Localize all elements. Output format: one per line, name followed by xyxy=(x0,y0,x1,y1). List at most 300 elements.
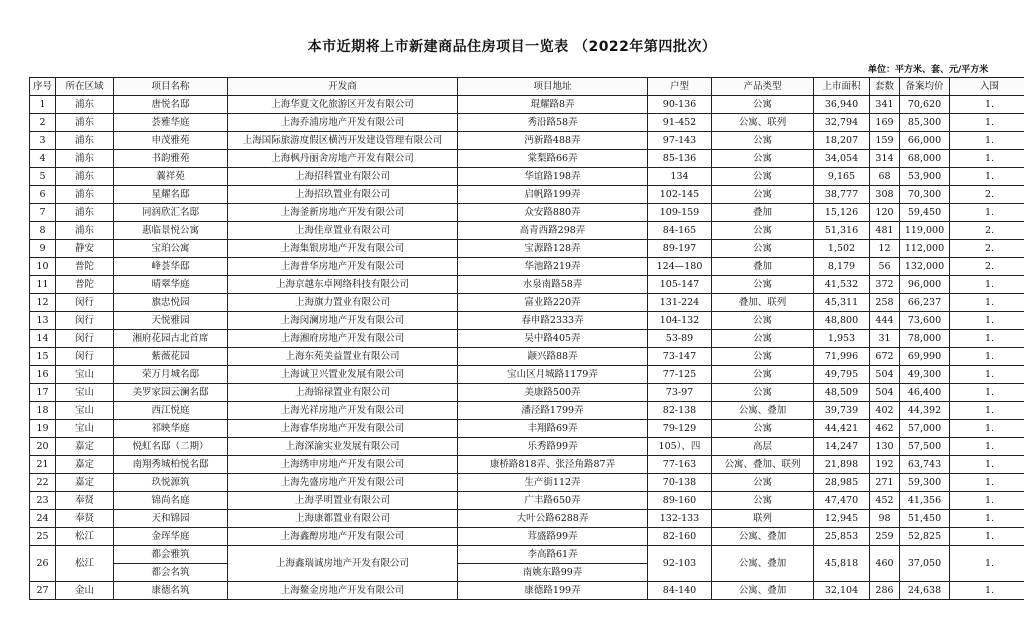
cell-address: 宝山区月城路1179弄 xyxy=(458,366,648,384)
cell-district: 闵行 xyxy=(56,312,114,330)
cell-product-type: 公寓 xyxy=(712,132,814,150)
cell-no: 17 xyxy=(30,384,56,402)
cell-no: 1 xyxy=(30,96,56,114)
cell-price: 57,000 xyxy=(900,420,950,438)
cell-unit-type: 85-136 xyxy=(648,150,712,168)
cell-extra: 1. xyxy=(950,438,1024,456)
table-row xyxy=(30,420,1024,438)
cell-extra: 1. xyxy=(950,474,1024,492)
cell-address: 南姚东路99弄 xyxy=(458,564,648,582)
cell-unit-type: 89-197 xyxy=(648,240,712,258)
table-row xyxy=(30,276,1024,294)
table-row xyxy=(30,582,1024,600)
cell-count: 12 xyxy=(870,240,900,258)
cell-extra: 1. xyxy=(950,312,1024,330)
cell-district: 奉贤 xyxy=(56,510,114,528)
cell-count: 31 xyxy=(870,330,900,348)
cell-extra: 1. xyxy=(950,366,1024,384)
cell-address: 华谊路198弄 xyxy=(458,168,648,186)
cell-no: 22 xyxy=(30,474,56,492)
cell-developer: 上海鳌金房地产开发有限公司 xyxy=(228,582,458,600)
cell-address: 琨耀路8弄 xyxy=(458,96,648,114)
cell-no: 11 xyxy=(30,276,56,294)
cell-no: 3 xyxy=(30,132,56,150)
cell-area: 18,207 xyxy=(814,132,870,150)
cell-unit-type: 82-138 xyxy=(648,402,712,420)
cell-extra: 1. xyxy=(950,150,1024,168)
cell-district: 宝山 xyxy=(56,366,114,384)
table-row xyxy=(30,312,1024,330)
cell-count: 481 xyxy=(870,222,900,240)
header-no: 序号 xyxy=(30,78,56,96)
cell-no: 8 xyxy=(30,222,56,240)
cell-product-type: 公寓 xyxy=(712,96,814,114)
cell-unit-type: 73-147 xyxy=(648,348,712,366)
cell-count: 56 xyxy=(870,258,900,276)
cell-count: 452 xyxy=(870,492,900,510)
cell-developer: 上海华夏文化旅游区开发有限公司 xyxy=(228,96,458,114)
cell-extra: 1. xyxy=(950,330,1024,348)
cell-project-name: 星耀名邸 xyxy=(114,186,228,204)
cell-count: 462 xyxy=(870,420,900,438)
cell-extra: 2. xyxy=(950,222,1024,240)
cell-unit-type: 90-136 xyxy=(648,96,712,114)
cell-developer: 上海诚卫兴置业发展有限公司 xyxy=(228,366,458,384)
header-developer: 开发商 xyxy=(228,78,458,96)
table-row xyxy=(30,384,1024,402)
cell-product-type: 公寓、叠加、联列 xyxy=(712,456,814,474)
cell-price: 85,300 xyxy=(900,114,950,132)
cell-project-name: 惠临景悦公寓 xyxy=(114,222,228,240)
cell-address: 生产街112弄 xyxy=(458,474,648,492)
cell-count: 314 xyxy=(870,150,900,168)
cell-district: 闵行 xyxy=(56,348,114,366)
housing-project-table xyxy=(29,77,1024,600)
header-count: 套数 xyxy=(870,78,900,96)
cell-unit-type: 92-103 xyxy=(648,546,712,582)
cell-unit-type: 70-138 xyxy=(648,474,712,492)
cell-area: 15,126 xyxy=(814,204,870,222)
table-row xyxy=(30,240,1024,258)
header-price: 备案均价 xyxy=(900,78,950,96)
cell-project-name: 旗忠悦园 xyxy=(114,294,228,312)
cell-price: 44,392 xyxy=(900,402,950,420)
cell-price: 24,638 xyxy=(900,582,950,600)
cell-district: 闵行 xyxy=(56,294,114,312)
cell-product-type: 公寓 xyxy=(712,276,814,294)
cell-no: 7 xyxy=(30,204,56,222)
cell-product-type: 公寓 xyxy=(712,168,814,186)
cell-extra: 1. xyxy=(950,204,1024,222)
cell-no: 27 xyxy=(30,582,56,600)
cell-developer: 上海招科置业有限公司 xyxy=(228,168,458,186)
cell-price: 68,000 xyxy=(900,150,950,168)
cell-extra: 1. xyxy=(950,132,1024,150)
cell-project-name: 蘘祥苑 xyxy=(114,168,228,186)
cell-project-name: 南翔秀城柏悦名邸 xyxy=(114,456,228,474)
cell-district: 浦东 xyxy=(56,222,114,240)
table-row xyxy=(30,366,1024,384)
cell-district: 浦东 xyxy=(56,96,114,114)
cell-developer: 上海普华房地产开发有限公司 xyxy=(228,258,458,276)
cell-price: 69,990 xyxy=(900,348,950,366)
cell-district: 松江 xyxy=(56,546,114,582)
cell-district: 宝山 xyxy=(56,420,114,438)
table-row xyxy=(30,168,1024,186)
cell-price: 70,620 xyxy=(900,96,950,114)
header-area: 上市面积 xyxy=(814,78,870,96)
cell-address: 康桥路818弄、张泾角路87弄 xyxy=(458,456,648,474)
cell-count: 271 xyxy=(870,474,900,492)
cell-project-name: 金珲华庭 xyxy=(114,528,228,546)
cell-district: 嘉定 xyxy=(56,438,114,456)
cell-project-name: 悦虹名邸（二期） xyxy=(114,438,228,456)
cell-extra: 2. xyxy=(950,258,1024,276)
cell-product-type: 叠加、联列 xyxy=(712,294,814,312)
cell-address: 大叶公路6288弄 xyxy=(458,510,648,528)
cell-count: 286 xyxy=(870,582,900,600)
cell-count: 672 xyxy=(870,348,900,366)
cell-developer: 上海睿华房地产开发有限公司 xyxy=(228,420,458,438)
cell-extra: 1. xyxy=(950,546,1024,582)
cell-unit-type: 124—180 xyxy=(648,258,712,276)
cell-district: 嘉定 xyxy=(56,474,114,492)
cell-price: 70,300 xyxy=(900,186,950,204)
cell-area: 71,996 xyxy=(814,348,870,366)
cell-unit-type: 82-160 xyxy=(648,528,712,546)
cell-no: 12 xyxy=(30,294,56,312)
cell-no: 19 xyxy=(30,420,56,438)
cell-count: 444 xyxy=(870,312,900,330)
cell-count: 259 xyxy=(870,528,900,546)
cell-unit-type: 79-129 xyxy=(648,420,712,438)
table-row xyxy=(30,114,1024,132)
cell-count: 341 xyxy=(870,96,900,114)
cell-count: 504 xyxy=(870,384,900,402)
cell-developer: 上海绣申房地产开发有限公司 xyxy=(228,456,458,474)
cell-district: 宝山 xyxy=(56,402,114,420)
cell-developer: 上海深渝实业发展有限公司 xyxy=(228,438,458,456)
cell-extra: 1. xyxy=(950,384,1024,402)
cell-price: 96,000 xyxy=(900,276,950,294)
cell-area: 32,794 xyxy=(814,114,870,132)
cell-project-name: 天和锦园 xyxy=(114,510,228,528)
cell-unit-type: 84-165 xyxy=(648,222,712,240)
cell-unit-type: 105）、四 xyxy=(648,438,712,456)
cell-area: 32,104 xyxy=(814,582,870,600)
cell-no: 2 xyxy=(30,114,56,132)
cell-address: 宝源路128弄 xyxy=(458,240,648,258)
cell-product-type: 公寓 xyxy=(712,384,814,402)
cell-developer: 上海旗力置业有限公司 xyxy=(228,294,458,312)
cell-address: 丰翔路69弄 xyxy=(458,420,648,438)
cell-address: 春申路2333弄 xyxy=(458,312,648,330)
cell-count: 159 xyxy=(870,132,900,150)
cell-project-name: 康德名筑 xyxy=(114,582,228,600)
cell-unit-type: 109-159 xyxy=(648,204,712,222)
cell-area: 47,470 xyxy=(814,492,870,510)
cell-price: 132,000 xyxy=(900,258,950,276)
cell-count: 308 xyxy=(870,186,900,204)
cell-no: 23 xyxy=(30,492,56,510)
cell-extra: 1. xyxy=(950,294,1024,312)
cell-project-name: 荟雅华庭 xyxy=(114,114,228,132)
cell-developer: 上海国际旅游度假区横沔开发建设管理有限公司 xyxy=(228,132,458,150)
cell-district: 宝山 xyxy=(56,384,114,402)
cell-area: 39,739 xyxy=(814,402,870,420)
header-project-name: 项目名称 xyxy=(114,78,228,96)
cell-developer: 上海康都置业有限公司 xyxy=(228,510,458,528)
cell-address: 康德路199弄 xyxy=(458,582,648,600)
table-row xyxy=(30,456,1024,474)
cell-project-name: 晴翠华庭 xyxy=(114,276,228,294)
cell-unit-type: 134 xyxy=(648,168,712,186)
cell-price: 51,450 xyxy=(900,510,950,528)
cell-developer: 上海釜新房地产开发有限公司 xyxy=(228,204,458,222)
cell-count: 504 xyxy=(870,366,900,384)
cell-no: 14 xyxy=(30,330,56,348)
cell-address: 美康路500弄 xyxy=(458,384,648,402)
cell-unit-type: 104-132 xyxy=(648,312,712,330)
cell-developer: 上海先盛房地产开发有限公司 xyxy=(228,474,458,492)
cell-developer: 上海湘府房地产开发有限公司 xyxy=(228,330,458,348)
cell-unit-type: 73-97 xyxy=(648,384,712,402)
cell-no: 20 xyxy=(30,438,56,456)
cell-price: 73,600 xyxy=(900,312,950,330)
cell-area: 36,940 xyxy=(814,96,870,114)
cell-count: 460 xyxy=(870,546,900,582)
cell-count: 169 xyxy=(870,114,900,132)
cell-extra: 1. xyxy=(950,582,1024,600)
table-row xyxy=(30,222,1024,240)
table-row xyxy=(30,474,1024,492)
cell-price: 41,356 xyxy=(900,492,950,510)
cell-product-type: 公寓 xyxy=(712,348,814,366)
cell-extra: 1. xyxy=(950,114,1024,132)
cell-count: 130 xyxy=(870,438,900,456)
cell-address: 茸盛路99弄 xyxy=(458,528,648,546)
cell-project-name: 祁映华庭 xyxy=(114,420,228,438)
cell-product-type: 高层 xyxy=(712,438,814,456)
cell-project-name: 都会名筑 xyxy=(114,564,228,582)
cell-count: 120 xyxy=(870,204,900,222)
cell-district: 浦东 xyxy=(56,114,114,132)
cell-project-name: 都会雅筑 xyxy=(114,546,228,564)
cell-price: 59,450 xyxy=(900,204,950,222)
cell-count: 402 xyxy=(870,402,900,420)
cell-developer: 上海京越东卓网络科技有限公司 xyxy=(228,276,458,294)
cell-project-name: 锦尚名庭 xyxy=(114,492,228,510)
header-district: 所在区域 xyxy=(56,78,114,96)
cell-extra: 1. xyxy=(950,276,1024,294)
cell-area: 41,532 xyxy=(814,276,870,294)
cell-product-type: 公寓、叠加 xyxy=(712,402,814,420)
cell-no: 6 xyxy=(30,186,56,204)
cell-no: 10 xyxy=(30,258,56,276)
units-note: 单位：平方米、套、元/平方米 xyxy=(868,65,989,75)
cell-address: 棠梨路66弄 xyxy=(458,150,648,168)
cell-area: 9,165 xyxy=(814,168,870,186)
cell-area: 48,800 xyxy=(814,312,870,330)
cell-product-type: 公寓 xyxy=(712,330,814,348)
cell-district: 闵行 xyxy=(56,330,114,348)
cell-no: 25 xyxy=(30,528,56,546)
cell-district: 浦东 xyxy=(56,132,114,150)
cell-area: 21,898 xyxy=(814,456,870,474)
cell-area: 44,421 xyxy=(814,420,870,438)
cell-price: 66,000 xyxy=(900,132,950,150)
cell-project-name: 美罗家园云澜名邸 xyxy=(114,384,228,402)
cell-product-type: 公寓 xyxy=(712,240,814,258)
cell-address: 富业路220弄 xyxy=(458,294,648,312)
table-row xyxy=(30,492,1024,510)
cell-product-type: 公寓、叠加 xyxy=(712,528,814,546)
cell-product-type: 公寓 xyxy=(712,222,814,240)
cell-district: 嘉定 xyxy=(56,456,114,474)
cell-address: 吴中路405弄 xyxy=(458,330,648,348)
cell-unit-type: 131-224 xyxy=(648,294,712,312)
cell-extra: 1. xyxy=(950,492,1024,510)
cell-area: 1,502 xyxy=(814,240,870,258)
cell-no: 13 xyxy=(30,312,56,330)
cell-price: 119,000 xyxy=(900,222,950,240)
cell-area: 8,179 xyxy=(814,258,870,276)
cell-district: 静安 xyxy=(56,240,114,258)
cell-price: 37,050 xyxy=(900,546,950,582)
cell-price: 53,900 xyxy=(900,168,950,186)
cell-count: 258 xyxy=(870,294,900,312)
cell-product-type: 公寓 xyxy=(712,150,814,168)
cell-address: 沔新路488弄 xyxy=(458,132,648,150)
cell-project-name: 峰荟华邸 xyxy=(114,258,228,276)
cell-price: 66,237 xyxy=(900,294,950,312)
cell-district: 奉贤 xyxy=(56,492,114,510)
cell-product-type: 公寓、叠加 xyxy=(712,546,814,582)
table-row xyxy=(30,510,1024,528)
cell-district: 普陀 xyxy=(56,258,114,276)
cell-count: 372 xyxy=(870,276,900,294)
cell-address: 秀沿路58弄 xyxy=(458,114,648,132)
cell-unit-type: 53-89 xyxy=(648,330,712,348)
cell-no: 26 xyxy=(30,546,56,582)
cell-extra: 1. xyxy=(950,528,1024,546)
cell-address: 颛兴路88弄 xyxy=(458,348,648,366)
cell-area: 48,509 xyxy=(814,384,870,402)
header-unit-type: 户型 xyxy=(648,78,712,96)
cell-extra: 1. xyxy=(950,96,1024,114)
cell-district: 松江 xyxy=(56,528,114,546)
table-row xyxy=(30,186,1024,204)
table-row xyxy=(30,348,1024,366)
cell-developer: 上海闵澜房地产开发有限公司 xyxy=(228,312,458,330)
cell-project-name: 西江悦庭 xyxy=(114,402,228,420)
cell-price: 63,743 xyxy=(900,456,950,474)
cell-project-name: 申茂雅苑 xyxy=(114,132,228,150)
cell-developer: 上海锦禄置业有限公司 xyxy=(228,384,458,402)
cell-product-type: 公寓 xyxy=(712,366,814,384)
header-address: 项目地址 xyxy=(458,78,648,96)
cell-product-type: 公寓 xyxy=(712,492,814,510)
cell-no: 21 xyxy=(30,456,56,474)
cell-unit-type: 89-160 xyxy=(648,492,712,510)
table-row xyxy=(30,330,1024,348)
cell-area: 12,945 xyxy=(814,510,870,528)
cell-area: 34,054 xyxy=(814,150,870,168)
cell-unit-type: 77-163 xyxy=(648,456,712,474)
cell-district: 浦东 xyxy=(56,150,114,168)
cell-developer: 上海集银房地产开发有限公司 xyxy=(228,240,458,258)
cell-developer: 上海招玖置业有限公司 xyxy=(228,186,458,204)
table-row xyxy=(30,96,1024,114)
cell-developer: 上海孚明置业有限公司 xyxy=(228,492,458,510)
cell-price: 46,400 xyxy=(900,384,950,402)
cell-unit-type: 91-452 xyxy=(648,114,712,132)
cell-no: 9 xyxy=(30,240,56,258)
cell-extra: 1. xyxy=(950,420,1024,438)
table-row xyxy=(30,294,1024,312)
cell-extra: 1. xyxy=(950,348,1024,366)
cell-extra: 1. xyxy=(950,402,1024,420)
cell-area: 28,985 xyxy=(814,474,870,492)
cell-price: 59,300 xyxy=(900,474,950,492)
header-extra: 入围 xyxy=(950,78,1024,96)
cell-no: 24 xyxy=(30,510,56,528)
cell-product-type: 联列 xyxy=(712,510,814,528)
cell-price: 49,300 xyxy=(900,366,950,384)
cell-area: 38,777 xyxy=(814,186,870,204)
cell-developer: 上海枫丹丽舍房地产开发有限公司 xyxy=(228,150,458,168)
cell-unit-type: 102-145 xyxy=(648,186,712,204)
cell-no: 18 xyxy=(30,402,56,420)
table-row xyxy=(30,402,1024,420)
cell-product-type: 公寓、联列 xyxy=(712,114,814,132)
cell-product-type: 公寓 xyxy=(712,420,814,438)
cell-extra: 1. xyxy=(950,456,1024,474)
cell-developer: 上海东苑美益置业有限公司 xyxy=(228,348,458,366)
cell-area: 1,953 xyxy=(814,330,870,348)
table-row xyxy=(30,132,1024,150)
cell-area: 51,316 xyxy=(814,222,870,240)
cell-project-name: 紫薇花园 xyxy=(114,348,228,366)
page-title: 本市近期将上市新建商品住房项目一览表 （2022年第四批次） xyxy=(307,39,717,55)
cell-price: 57,500 xyxy=(900,438,950,456)
table-row xyxy=(30,438,1024,456)
cell-developer: 上海鑫醇房地产开发有限公司 xyxy=(228,528,458,546)
cell-address: 水泉南路58弄 xyxy=(458,276,648,294)
cell-area: 14,247 xyxy=(814,438,870,456)
header-product-type: 产品类型 xyxy=(712,78,814,96)
cell-product-type: 叠加 xyxy=(712,258,814,276)
cell-count: 98 xyxy=(870,510,900,528)
cell-no: 15 xyxy=(30,348,56,366)
cell-unit-type: 97-143 xyxy=(648,132,712,150)
cell-project-name: 同润欣汇名邸 xyxy=(114,204,228,222)
table-row xyxy=(30,546,1024,564)
cell-count: 192 xyxy=(870,456,900,474)
cell-address: 李高路61弄 xyxy=(458,546,648,564)
cell-area: 25,853 xyxy=(814,528,870,546)
cell-price: 112,000 xyxy=(900,240,950,258)
cell-address: 高青西路298弄 xyxy=(458,222,648,240)
cell-unit-type: 84-140 xyxy=(648,582,712,600)
cell-address: 广丰路650弄 xyxy=(458,492,648,510)
cell-project-name: 唐悦名邸 xyxy=(114,96,228,114)
cell-address: 乐秀路99弄 xyxy=(458,438,648,456)
cell-district: 普陀 xyxy=(56,276,114,294)
cell-address: 华池路219弄 xyxy=(458,258,648,276)
cell-address: 众安路880弄 xyxy=(458,204,648,222)
cell-no: 4 xyxy=(30,150,56,168)
